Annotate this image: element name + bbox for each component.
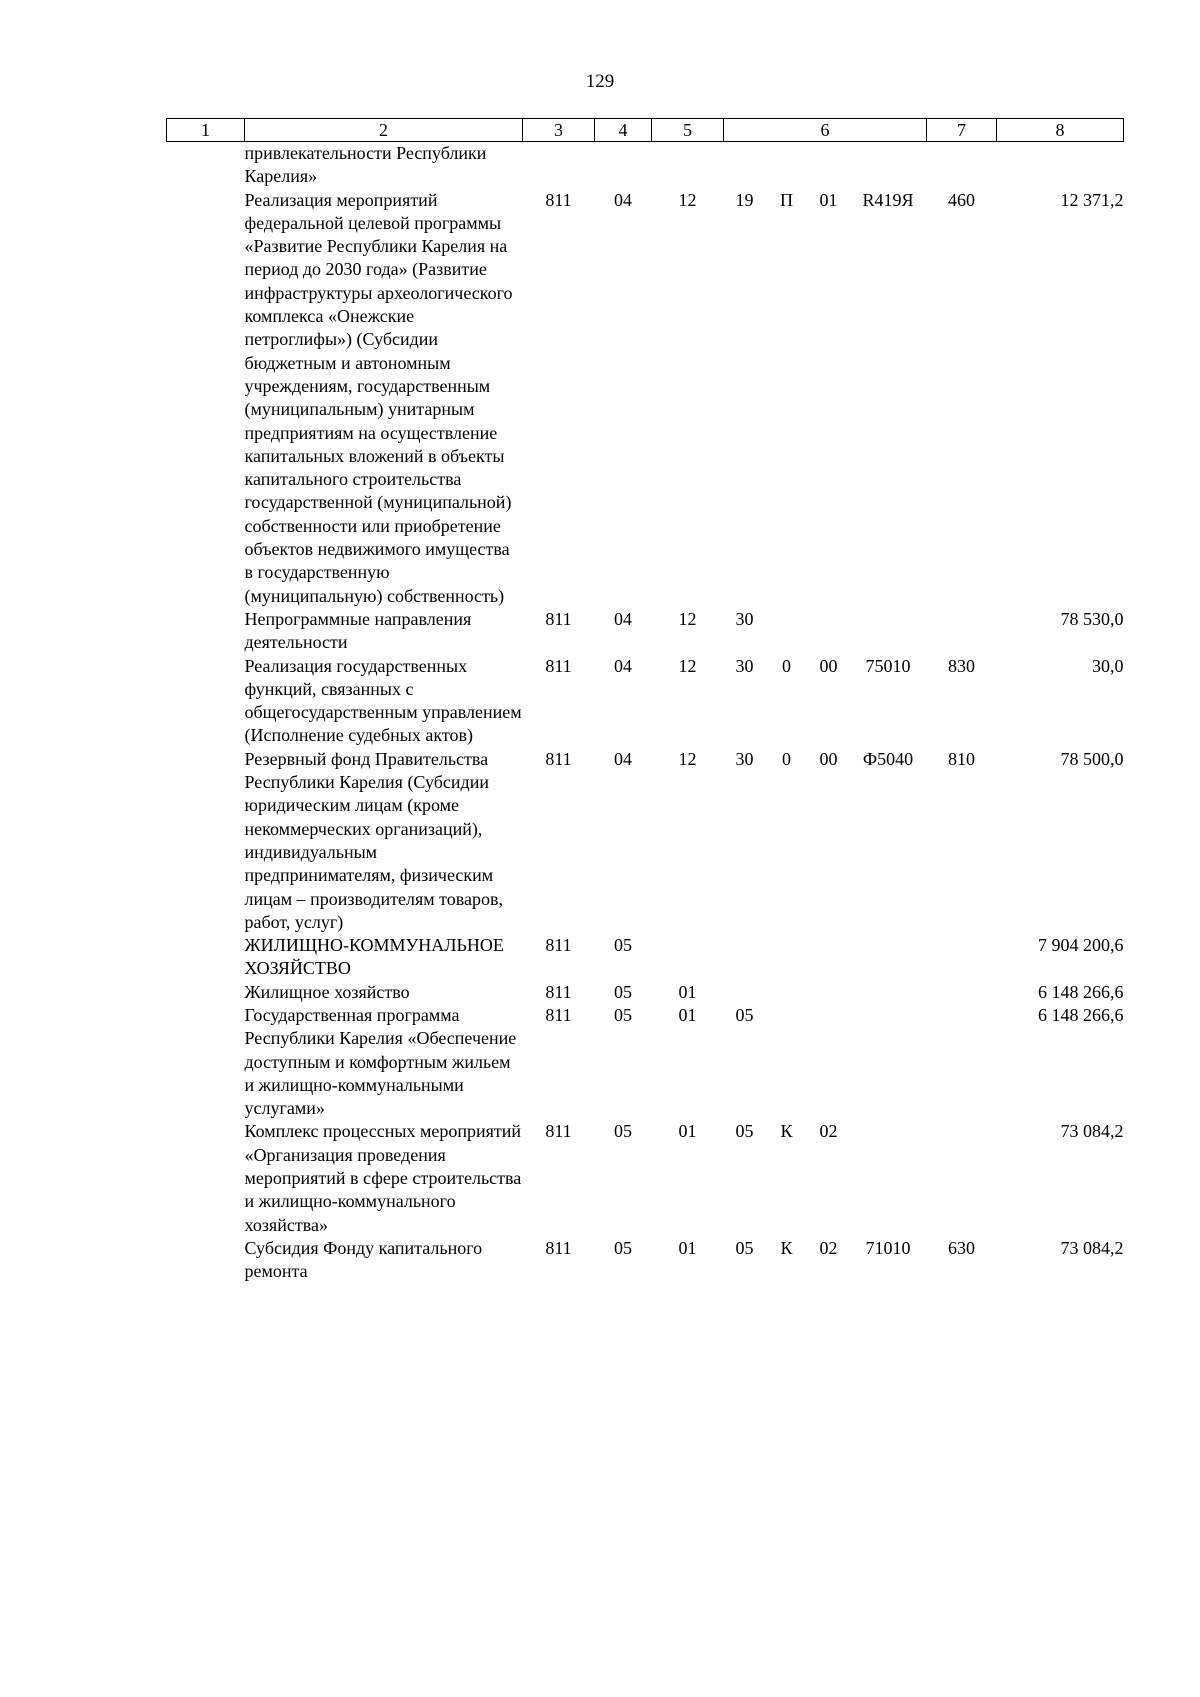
cell-target-type: 0 bbox=[782, 655, 791, 676]
cell-target-subprogram: 01 bbox=[819, 189, 838, 210]
cell-amount: 30,0 bbox=[1092, 655, 1124, 676]
header-col-2: 2 bbox=[245, 119, 523, 142]
cell-ved bbox=[523, 142, 595, 189]
cell-section: 04 bbox=[614, 748, 632, 769]
cell-expense-type bbox=[927, 142, 997, 189]
cell-target-direction: 75010 bbox=[865, 655, 911, 676]
table-row bbox=[167, 189, 1124, 608]
cell-target-type: П bbox=[780, 189, 793, 210]
cell-name: Резервный фонд Правительства Республики Карелия (Субсидии юридическим лицам (кроме некоммерческих организаций), индивидуальным предпринимателям, физическим лицам – производителям товаров, работ, услуг) bbox=[244, 748, 504, 932]
header-col-8: 8 bbox=[997, 119, 1124, 142]
cell-name: Субсидия Фонду капитального ремонта bbox=[244, 1237, 483, 1282]
cell-target-type: К bbox=[780, 1121, 793, 1142]
cell-target-direction bbox=[850, 1120, 927, 1236]
cell-target-type bbox=[766, 934, 808, 981]
cell-subsection: 12 bbox=[678, 748, 697, 769]
cell-expense-type: 460 bbox=[948, 189, 975, 210]
header-row bbox=[167, 119, 1124, 142]
cell-target-subprogram bbox=[808, 608, 850, 655]
cell-ved: 811 bbox=[545, 748, 572, 769]
cell-subsection bbox=[652, 934, 724, 981]
cell-ved: 811 bbox=[545, 1237, 572, 1258]
cell-target-subprogram: 02 bbox=[819, 1121, 838, 1142]
cell-target-type: К bbox=[780, 1237, 793, 1258]
cell-empty bbox=[167, 1237, 245, 1284]
cell-target-direction bbox=[850, 142, 927, 189]
cell-subsection: 01 bbox=[678, 981, 697, 1002]
cell-target-program bbox=[724, 934, 766, 981]
cell-target-type bbox=[766, 608, 808, 655]
cell-target-type bbox=[766, 981, 808, 1004]
cell-subsection: 12 bbox=[678, 608, 697, 629]
table-row bbox=[167, 142, 1124, 189]
cell-target-program bbox=[724, 142, 766, 189]
cell-target-program: 30 bbox=[735, 608, 754, 629]
header-col-7: 7 bbox=[927, 119, 997, 142]
cell-subsection: 01 bbox=[678, 1121, 697, 1142]
cell-target-subprogram: 00 bbox=[819, 655, 838, 676]
cell-amount: 7 904 200,6 bbox=[1038, 935, 1124, 956]
cell-amount: 78 530,0 bbox=[1060, 608, 1124, 629]
table-row bbox=[167, 934, 1124, 981]
cell-ved: 811 bbox=[545, 655, 572, 676]
cell-amount bbox=[997, 142, 1124, 189]
cell-empty bbox=[167, 1120, 245, 1236]
page-number: 129 bbox=[585, 71, 615, 92]
cell-target-subprogram bbox=[808, 1004, 850, 1120]
cell-section: 04 bbox=[614, 189, 632, 210]
cell-target-program bbox=[724, 981, 766, 1004]
cell-target-direction: 71010 bbox=[865, 1237, 911, 1258]
cell-name: Комплекс процессных мероприятий «Организация проведения мероприятий в сфере строительства и жилищно-коммунального хозяйства» bbox=[244, 1121, 522, 1235]
cell-target-direction bbox=[850, 608, 927, 655]
cell-name: ЖИЛИЩНО-КОММУНАЛЬНОЕ ХОЗЯЙСТВО bbox=[244, 935, 504, 979]
cell-ved: 811 bbox=[545, 608, 572, 629]
table-row bbox=[167, 608, 1124, 655]
cell-amount: 6 148 266,6 bbox=[1038, 1004, 1124, 1025]
cell-empty bbox=[167, 608, 245, 655]
cell-target-direction bbox=[850, 934, 927, 981]
cell-amount: 73 084,2 bbox=[1060, 1121, 1124, 1142]
cell-target-direction: Ф5040 bbox=[862, 748, 914, 769]
cell-expense-type bbox=[927, 1120, 997, 1236]
cell-amount: 78 500,0 bbox=[1060, 748, 1124, 769]
cell-empty bbox=[167, 1004, 245, 1120]
cell-empty bbox=[167, 142, 245, 189]
cell-target-program: 30 bbox=[735, 748, 754, 769]
cell-ved: 811 bbox=[545, 981, 572, 1002]
cell-empty bbox=[167, 748, 245, 934]
table-row bbox=[167, 748, 1124, 934]
cell-expense-type bbox=[927, 981, 997, 1004]
cell-subsection: 01 bbox=[678, 1237, 697, 1258]
cell-expense-type bbox=[927, 608, 997, 655]
table-row bbox=[167, 1004, 1124, 1120]
cell-ved: 811 bbox=[545, 1121, 572, 1142]
cell-target-subprogram bbox=[808, 981, 850, 1004]
cell-target-subprogram: 02 bbox=[819, 1237, 838, 1258]
budget-table bbox=[166, 118, 1124, 1284]
cell-empty bbox=[167, 655, 245, 748]
cell-target-direction bbox=[850, 981, 927, 1004]
table-header bbox=[167, 119, 1124, 142]
cell-section: 05 bbox=[614, 981, 632, 1002]
cell-name: Непрограммные направления деятельности bbox=[244, 608, 472, 653]
cell-ved: 811 bbox=[545, 1004, 572, 1025]
cell-expense-type: 810 bbox=[948, 748, 975, 769]
cell-empty bbox=[167, 189, 245, 608]
cell-amount: 12 371,2 bbox=[1060, 189, 1124, 210]
cell-ved: 811 bbox=[545, 189, 572, 210]
header-col-1: 1 bbox=[167, 119, 245, 142]
cell-section: 04 bbox=[614, 608, 632, 629]
cell-target-direction bbox=[850, 1004, 927, 1120]
cell-target-direction: R419Я bbox=[862, 189, 914, 210]
cell-section: 05 bbox=[614, 1237, 632, 1258]
cell-expense-type bbox=[927, 934, 997, 981]
cell-target-type bbox=[766, 142, 808, 189]
table-row bbox=[167, 655, 1124, 748]
cell-name: привлекательности Республики Карелия» bbox=[244, 143, 487, 187]
header-col-6: 6 bbox=[724, 119, 927, 142]
table-row bbox=[167, 981, 1124, 1004]
cell-target-program: 05 bbox=[735, 1121, 754, 1142]
cell-section: 05 bbox=[614, 1121, 632, 1142]
cell-target-program: 30 bbox=[735, 655, 754, 676]
cell-section: 05 bbox=[614, 1004, 632, 1025]
cell-target-subprogram: 00 bbox=[819, 748, 838, 769]
table-body bbox=[167, 142, 1124, 1284]
cell-section: 04 bbox=[614, 655, 632, 676]
cell-ved: 811 bbox=[545, 935, 572, 956]
cell-target-program: 05 bbox=[735, 1237, 754, 1258]
cell-empty bbox=[167, 934, 245, 981]
cell-name: Жилищное хозяйство bbox=[244, 981, 410, 1002]
cell-target-subprogram bbox=[808, 142, 850, 189]
cell-amount: 6 148 266,6 bbox=[1038, 981, 1124, 1002]
cell-expense-type bbox=[927, 1004, 997, 1120]
cell-subsection bbox=[652, 142, 724, 189]
header-col-4: 4 bbox=[595, 119, 652, 142]
cell-name: Реализация государственных функций, связанных с общегосударственным управлением (Исполнение судебных актов) bbox=[244, 655, 522, 746]
cell-subsection: 01 bbox=[678, 1004, 697, 1025]
cell-section bbox=[595, 142, 652, 189]
cell-target-program: 19 bbox=[735, 189, 754, 210]
cell-target-program: 05 bbox=[735, 1004, 754, 1025]
cell-target-subprogram bbox=[808, 934, 850, 981]
cell-target-type bbox=[766, 1004, 808, 1120]
cell-expense-type: 830 bbox=[948, 655, 975, 676]
header-col-5: 5 bbox=[652, 119, 724, 142]
cell-amount: 73 084,2 bbox=[1060, 1237, 1124, 1258]
cell-expense-type: 630 bbox=[948, 1237, 975, 1258]
table-row bbox=[167, 1237, 1124, 1284]
cell-name: Государственная программа Республики Карелия «Обеспечение доступным и комфортным жильем и жилищно-коммунальными услугами» bbox=[244, 1004, 517, 1119]
cell-name: Реализация мероприятий федеральной целевой программы «Развитие Республики Карелия на период до 2030 года» (Развитие инфраструктуры археологического комплекса «Онежские петроглифы») (Субсидии бюджетным и автономным учреждениям, государственным (муниципальным) унитарным предприятиям на осуществление капитальных вложений в объекты капитального строительства государственной (муниципальной) собственности или приобретение объектов недвижимого имущества в государственную (муниципальную) собственность) bbox=[244, 189, 513, 606]
cell-section: 05 bbox=[614, 935, 632, 956]
cell-subsection: 12 bbox=[678, 189, 697, 210]
cell-empty bbox=[167, 981, 245, 1004]
table-row bbox=[167, 1120, 1124, 1236]
header-col-3: 3 bbox=[523, 119, 595, 142]
cell-subsection: 12 bbox=[678, 655, 697, 676]
cell-target-type: 0 bbox=[782, 748, 791, 769]
